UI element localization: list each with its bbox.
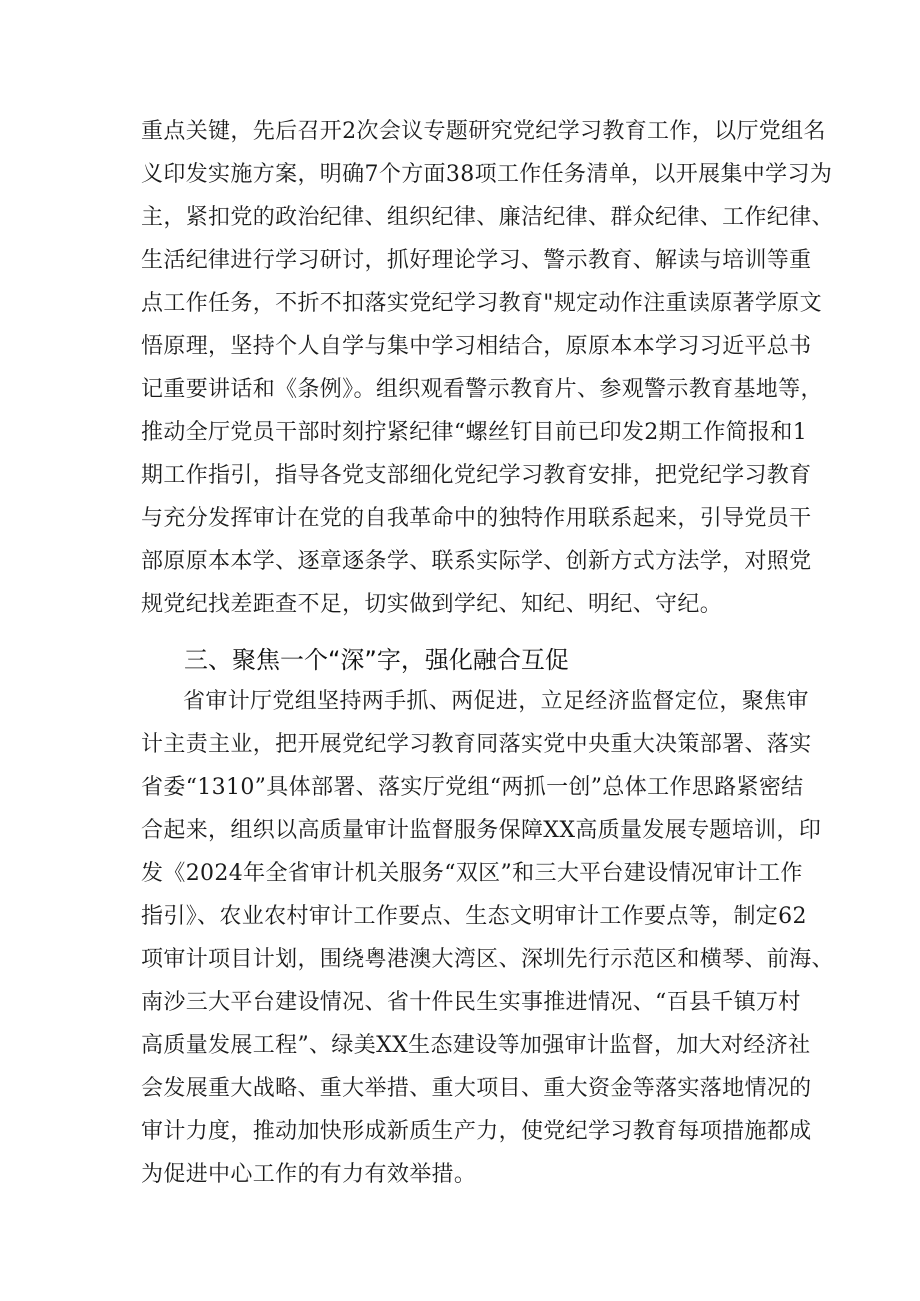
text-line: 点工作任务，不折不扣落实党纪学习教育"规定动作注重读原著学原文 (141, 291, 822, 316)
text-line: 重点关键，先后召开2次会议专题研究党纪学习教育工作，以厅党组名 (141, 119, 826, 144)
text-line: 与充分发挥审计在党的自我革命中的独特作用联系起来，引导党员干 (141, 506, 812, 531)
text-line: 主，紧扣党的政治纪律、组织纪律、廉洁纪律、群众纪律、工作纪律、 (141, 205, 834, 230)
text-line: 指引》、农业农村审计工作要点、生态文明审计工作要点等，制定62 (141, 904, 807, 929)
text-line: 生活纪律进行学习研讨，抓好理论学习、警示教育、解读与培训等重 (141, 248, 812, 273)
section-heading: 三、聚焦一个“深”字，强化融合互促 (184, 646, 569, 674)
paragraph-audit-integration (141, 680, 834, 1196)
text-line: 期工作指引，指导各党支部细化党纪学习教育安排，把党纪学习教育 (141, 463, 812, 488)
text-line: 为促进中心工作的有力有效举措。 (141, 1162, 477, 1187)
text-line: 悟原理，坚持个人自学与集中学习相结合，原原本本学习习近平总书 (141, 334, 812, 359)
text-line: 省委“1310”具体部署、落实厅党组“两抓一创”总体工作思路紧密结 (141, 775, 804, 800)
text-line: 推动全厅党员干部时刻拧紧纪律“螺丝钉目前已印发2期工作简报和1 (141, 420, 808, 445)
text-line: 省审计厅党组坚持两手抓、两促进，立足经济监督定位，聚焦审 (183, 689, 809, 714)
text-line: 义印发实施方案，明确7个方面38项工作任务清单，以开展集中学习为 (141, 162, 833, 187)
text-line: 合起来，组织以高质量审计监督服务保障XX高质量发展专题培训，印 (141, 818, 822, 843)
text-line: 部原原本本学、逐章逐条学、联系实际学、创新方式方法学，对照党 (141, 549, 812, 574)
text-line: 发《2024年全省审计机关服务“双区”和三大平台建设情况审计工作 (141, 861, 803, 886)
text-line: 会发展重大战略、重大举措、重大项目、重大资金等落实落地情况的 (141, 1076, 812, 1101)
text-line: 项审计项目计划，围绕粤港澳大湾区、深圳先行示范区和横琴、前海、 (141, 947, 834, 972)
text-line: 审计力度，推动加快形成新质生产力，使党纪学习教育每项措施都成 (141, 1119, 812, 1144)
text-line: 高质量发展工程”、绿美XX生态建设等加强审计监督，加大对经济社 (141, 1033, 811, 1058)
paragraph-party-discipline-study (141, 110, 834, 626)
text-line: 南沙三大平台建设情况、省十件民生实事推进情况、“百县千镇万村 (141, 990, 801, 1015)
text-line: 计主责主业，把开展党纪学习教育同落实党中央重大决策部署、落实 (141, 732, 812, 757)
text-line: 规党纪找差距查不足，切实做到学纪、知纪、明纪、守纪。 (141, 592, 723, 617)
text-line: 记重要讲话和《条例》。组织观看警示教育片、参观警示教育基地等， (141, 377, 823, 402)
